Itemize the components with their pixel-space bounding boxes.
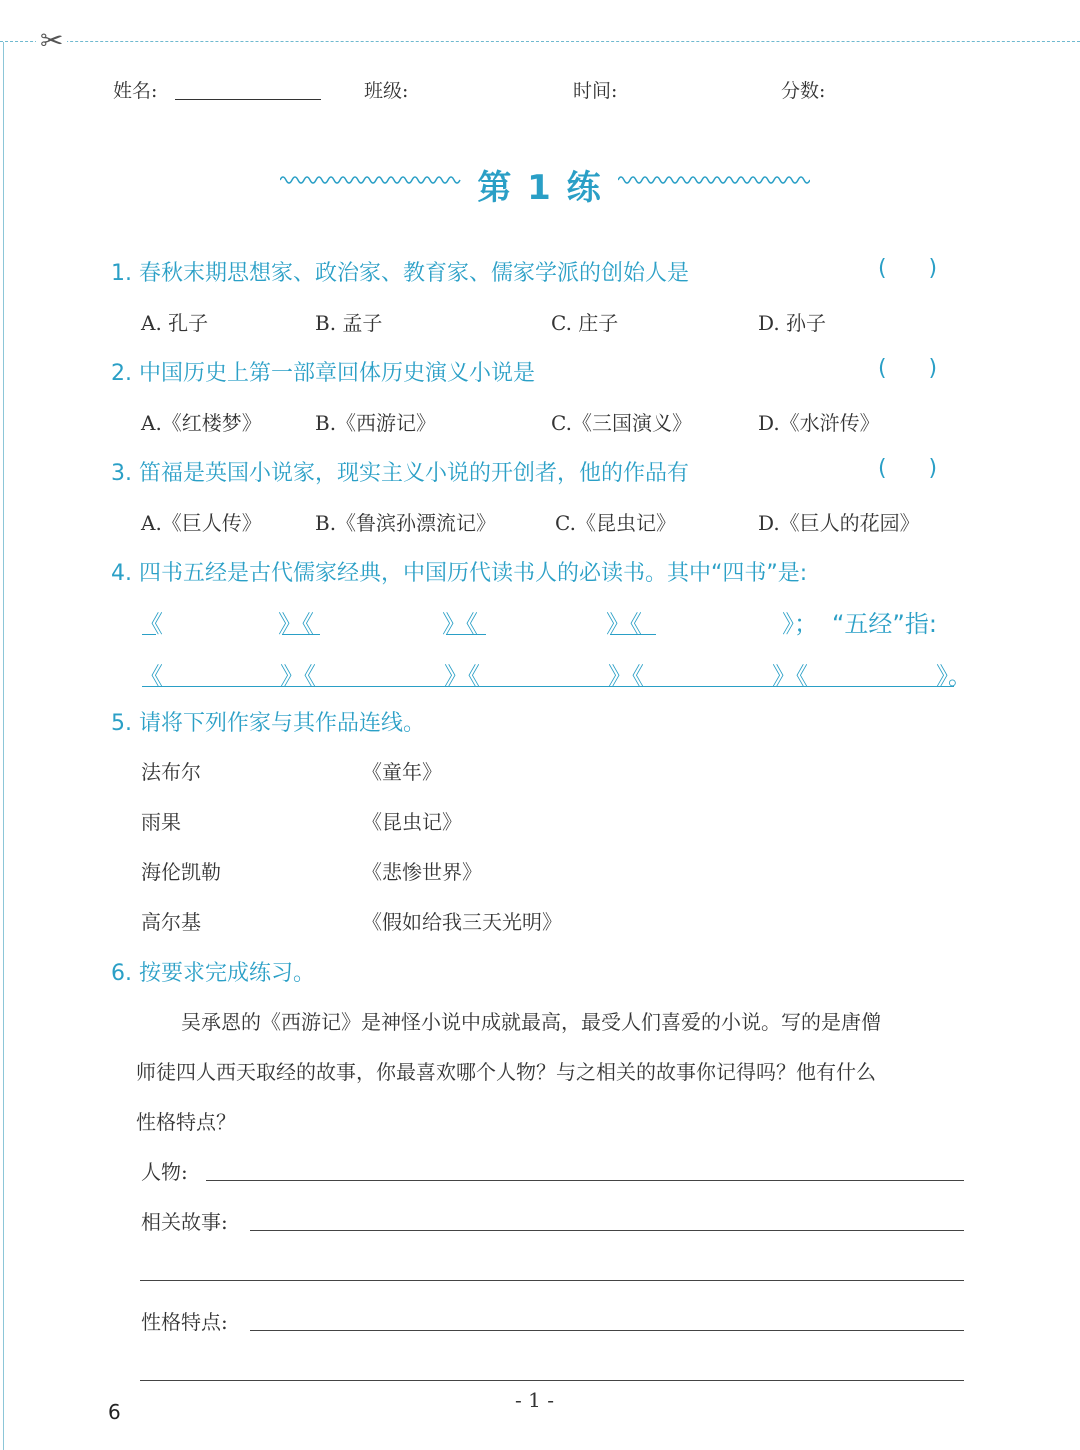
sishu-end-bracket: 》；: [782, 610, 818, 638]
question-2: 2. 中国历史上第一部章回体历史演义小说是: [111, 361, 535, 386]
q1-option-a: A. 孔子: [141, 311, 209, 335]
sishu-blank-marker-0[interactable]: [142, 634, 156, 635]
q2-option-d: D.《水浒传》: [758, 411, 880, 435]
q3-option-d: D.《巨人的花园》: [758, 511, 920, 535]
question-6: 6. 按要求完成练习。: [111, 961, 315, 986]
question-5: 5. 请将下列作家与其作品连线。: [111, 711, 425, 736]
q2-option-c: C.《三国演义》: [551, 411, 692, 435]
sishu-open-bracket: 《: [139, 610, 163, 638]
story-label: 相关故事:: [141, 1210, 228, 1234]
class-label: 班级:: [364, 80, 409, 102]
passage-line-1: 吴承恩的《西游记》是神怪小说中成就最高，最受人们喜爱的小说。写的是唐僧: [181, 1010, 881, 1034]
author-2[interactable]: 雨果: [141, 810, 181, 834]
author-4[interactable]: 高尔基: [141, 910, 201, 934]
author-3[interactable]: 海伦凯勒: [141, 860, 221, 884]
page-title: 第 1 练: [477, 168, 603, 208]
sishu-separator-1: 》《: [278, 610, 314, 638]
q3-option-a: A.《巨人传》: [141, 511, 262, 535]
story-answer-line-1[interactable]: [250, 1230, 964, 1231]
name-blank[interactable]: [175, 99, 321, 100]
story-answer-line-2[interactable]: [140, 1280, 964, 1281]
trait-answer-line-1[interactable]: [250, 1330, 964, 1331]
answer-paren-2[interactable]: ( ): [878, 356, 938, 381]
q1-option-c: C. 庄子: [551, 311, 619, 335]
page-number-left: 6: [108, 1400, 121, 1424]
q1-option-d: D. 孙子: [758, 311, 827, 335]
question-3: 3. 笛福是英国小说家，现实主义小说的开创者，他的作品有: [111, 461, 689, 486]
wujing-separator-1: 》《: [280, 662, 316, 690]
wujing-separator-3: 》《: [608, 662, 644, 690]
work-4[interactable]: 《假如给我三天光明》: [362, 910, 562, 934]
cut-line: [0, 41, 1080, 42]
scissors-icon: ✂: [36, 26, 67, 56]
time-label: 时间:: [573, 80, 618, 102]
left-wave-decoration: [280, 172, 462, 188]
question-4: 4. 四书五经是古代儒家经典，中国历代读书人的必读书。其中“四书”是:: [111, 561, 808, 586]
passage-line-2: 师徒四人西天取经的故事，你最喜欢哪个人物？与之相关的故事你记得吗？他有什么: [136, 1060, 876, 1084]
character-label: 人物:: [141, 1160, 188, 1184]
left-margin-rule: [3, 42, 4, 1450]
title-area: [0, 160, 1080, 210]
question-1: 1. 春秋末期思想家、政治家、教育家、儒家学派的创始人是: [111, 261, 689, 286]
sishu-separator-2: 》《: [442, 610, 478, 638]
work-1[interactable]: 《童年》: [362, 760, 442, 784]
trait-label: 性格特点:: [141, 1310, 228, 1334]
q3-option-b: B.《鲁滨孙漂流记》: [315, 511, 497, 535]
wujing-open-bracket: 《: [139, 662, 163, 690]
answer-paren-3[interactable]: ( ): [878, 456, 938, 481]
page-number-center: - 1 -: [515, 1388, 554, 1412]
right-wave-decoration: [618, 172, 810, 188]
sishu-blank-marker-2[interactable]: [446, 634, 486, 635]
sishu-blank-marker-3[interactable]: [610, 634, 656, 635]
wujing-separator-2: 》《: [444, 662, 480, 690]
wujing-separator-4: 》《: [772, 662, 808, 690]
wujing-answer-line[interactable]: [142, 686, 954, 687]
work-2[interactable]: 《昆虫记》: [362, 810, 462, 834]
character-answer-line[interactable]: [206, 1180, 964, 1181]
score-label: 分数:: [781, 80, 826, 102]
sishu-blank-marker-1[interactable]: [282, 634, 320, 635]
work-3[interactable]: 《悲惨世界》: [362, 860, 482, 884]
q3-option-c: C.《昆虫记》: [555, 511, 676, 535]
name-label: 姓名:: [113, 80, 158, 102]
wujing-end-bracket: 》。: [936, 662, 972, 690]
trait-answer-line-2[interactable]: [140, 1380, 964, 1381]
passage-line-3: 性格特点？: [136, 1110, 236, 1134]
answer-paren-1[interactable]: ( ): [878, 256, 938, 281]
wujing-label: “五经”指:: [832, 610, 937, 638]
q2-option-b: B.《西游记》: [315, 411, 437, 435]
q1-option-b: B. 孟子: [315, 311, 383, 335]
author-1[interactable]: 法布尔: [141, 760, 201, 784]
q2-option-a: A.《红楼梦》: [141, 411, 262, 435]
sishu-separator-3: 》《: [606, 610, 642, 638]
